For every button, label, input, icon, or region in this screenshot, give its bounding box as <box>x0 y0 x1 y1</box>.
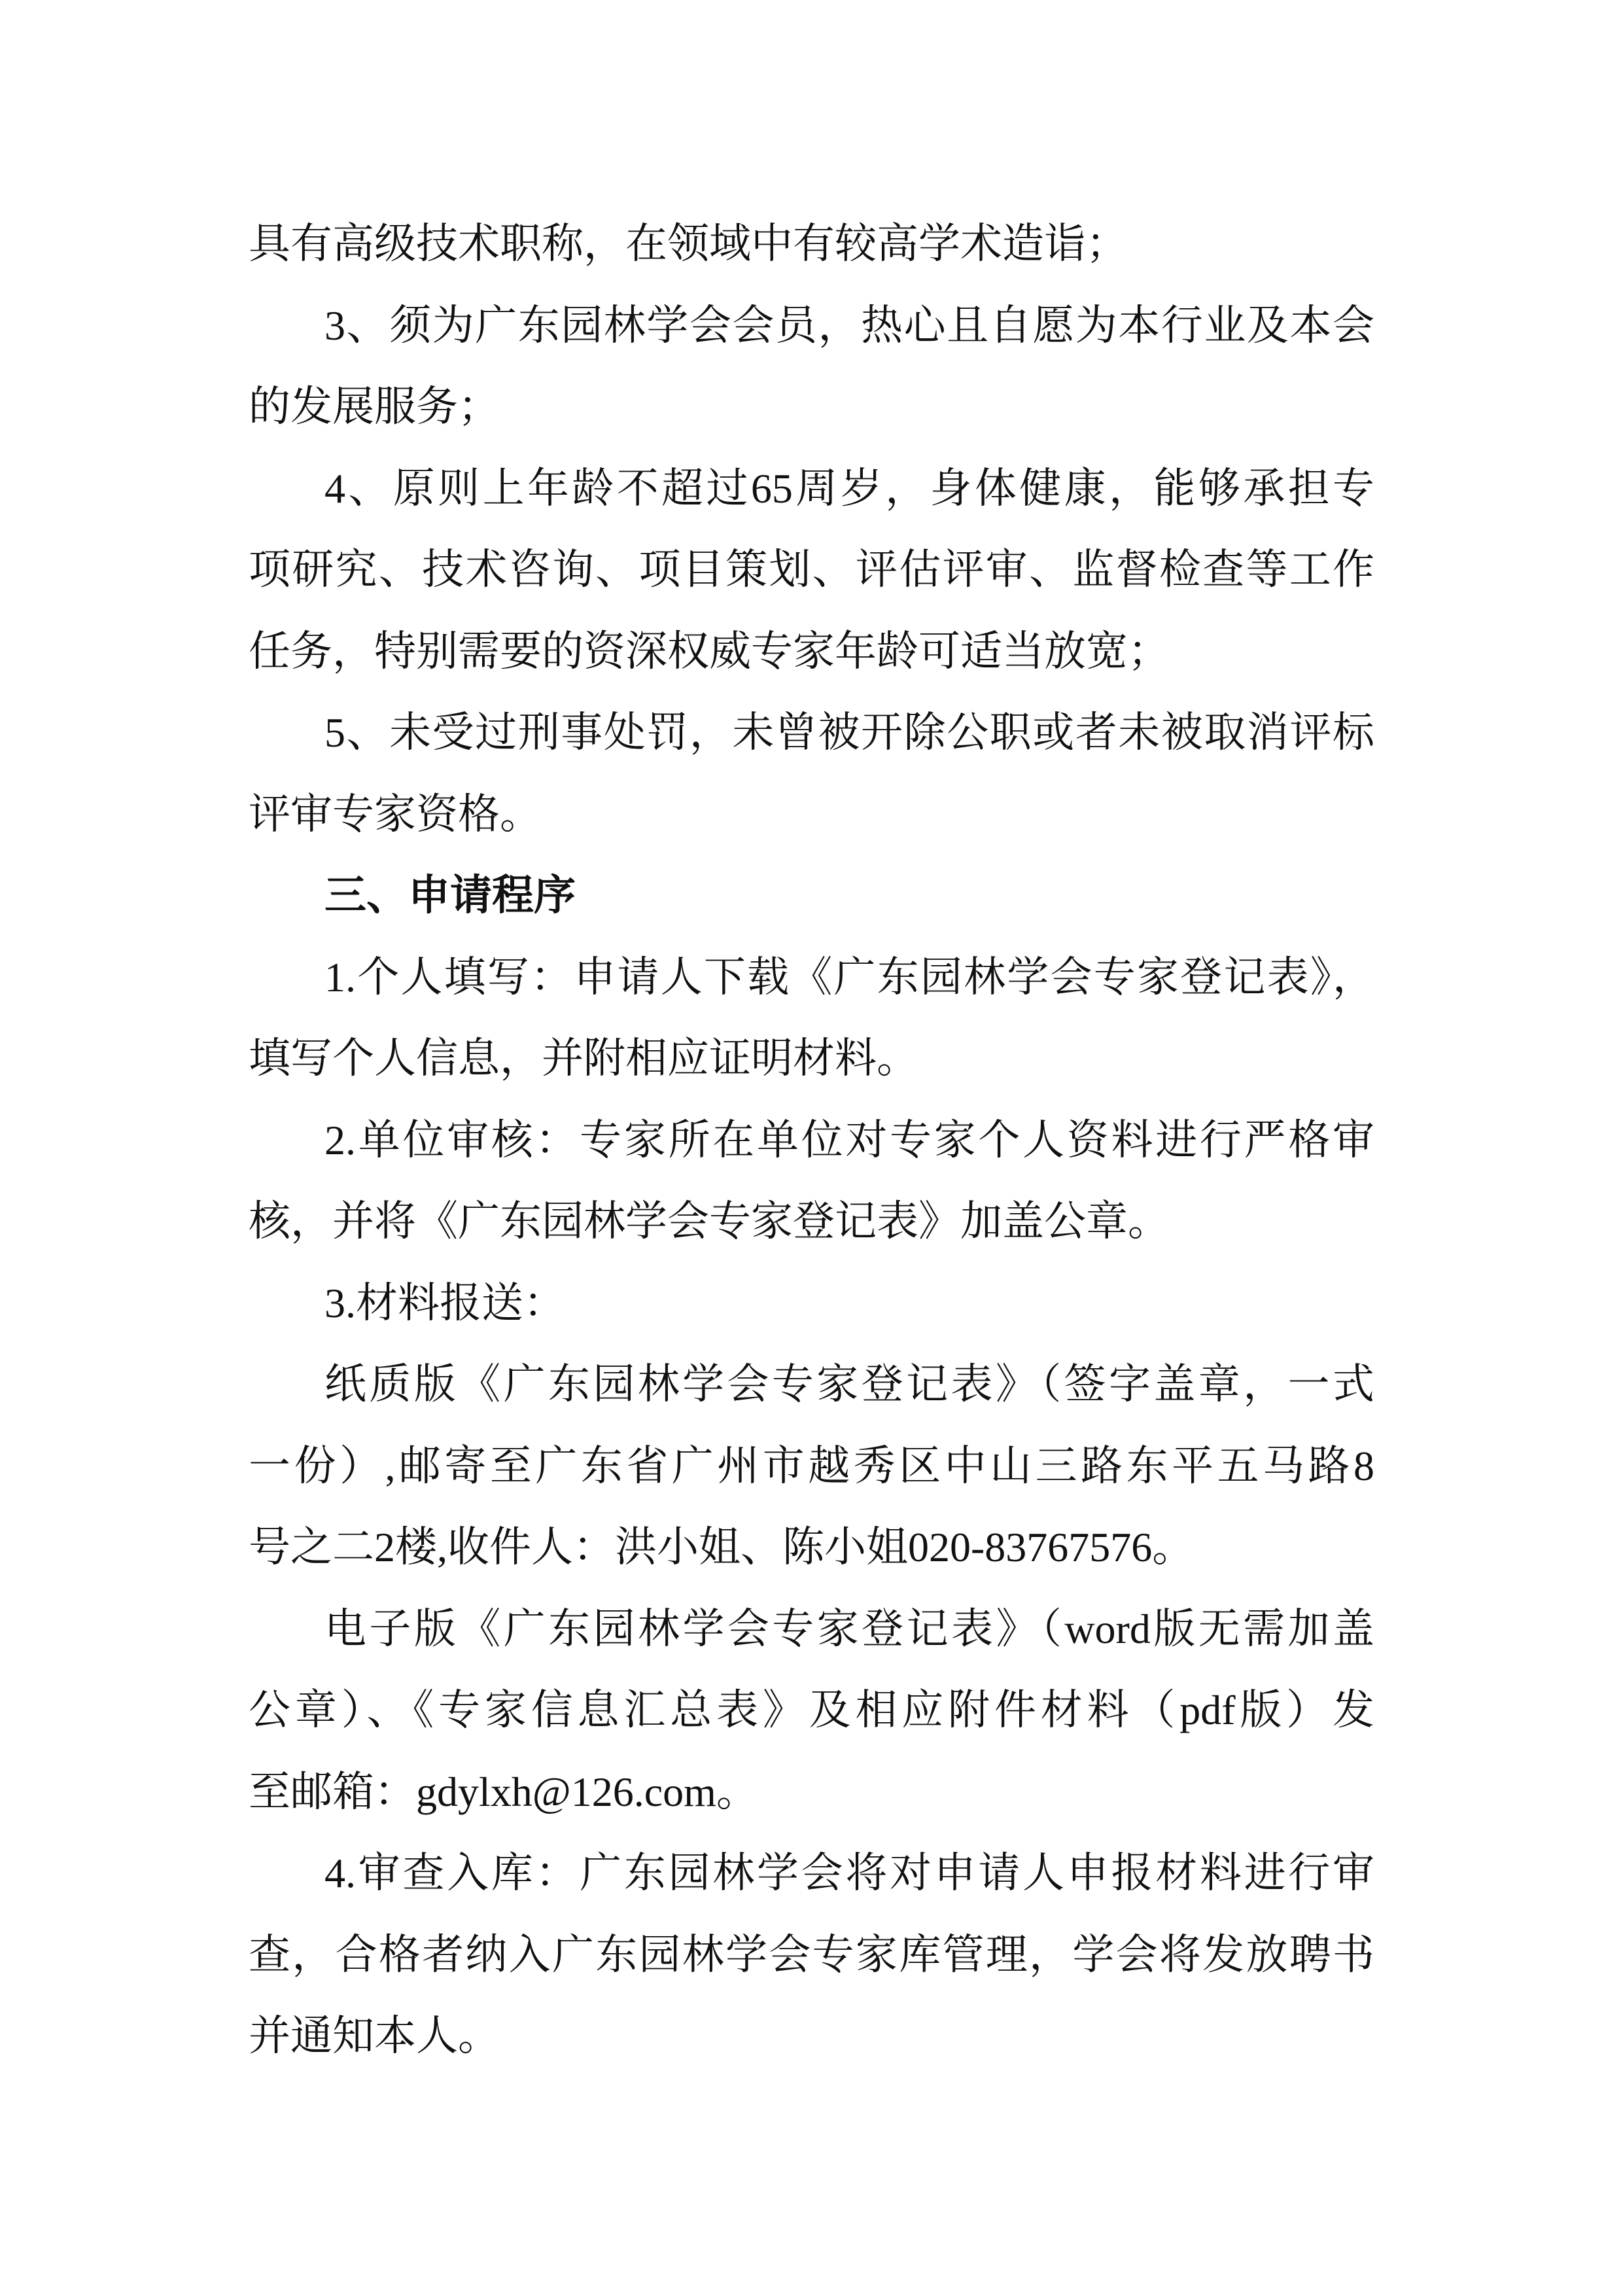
text-line: 4、原则上年龄不超过65周岁，身体健康，能够承担专 <box>324 465 1374 512</box>
text-line: 1.个人填写：申请人下载《广东园林学会专家登记表》， <box>324 953 1374 1000</box>
paragraph-step-4 <box>249 1833 1374 2077</box>
text-line: 3.材料报送： <box>324 1279 565 1326</box>
text-line: 查，合格者纳入广东园林学会专家库管理，学会将发放聘书 <box>249 1931 1374 1978</box>
paragraph-criterion-4 <box>249 448 1374 693</box>
section-heading: 三、申请程序 <box>324 872 576 919</box>
paragraph-criterion-2-continued <box>249 203 1374 285</box>
text-line: 一份）,邮寄至广东省广州市越秀区中山三路东平五马路8 <box>249 1442 1374 1489</box>
paragraph-step-3-electronic <box>249 1589 1374 1833</box>
paragraph-criterion-3 <box>249 285 1374 448</box>
text-line: 电子版《广东园林学会专家登记表》（word版无需加盖 <box>324 1605 1374 1652</box>
paragraph-step-3-title <box>249 1263 1374 1345</box>
text-line: 并通知本人。 <box>249 2013 500 2059</box>
paragraph-step-1 <box>249 937 1374 1100</box>
text-line: 3、须为广东园林学会会员，热心且自愿为本行业及本会 <box>324 302 1374 349</box>
text-line: 具有高级技术职称，在领域中有较高学术造诣； <box>249 221 1128 267</box>
text-line: 4.审查入库：广东园林学会将对申请人申报材料进行审 <box>324 1850 1374 1896</box>
text-line: 号之二2楼,收件人：洪小姐、陈小姐020-83767576。 <box>249 1524 1195 1570</box>
text-line: 纸质版《广东园林学会专家登记表》（签字盖章，一式 <box>324 1361 1374 1407</box>
text-line: 2.单位审核：专家所在单位对专家个人资料进行严格审 <box>324 1116 1374 1163</box>
text-line: 5、未受过刑事处罚，未曾被开除公职或者未被取消评标 <box>324 709 1374 756</box>
text-line: 核，并将《广东园林学会专家登记表》加盖公章。 <box>249 1198 1170 1245</box>
text-line: 填写个人信息，并附相应证明材料。 <box>249 1035 918 1082</box>
text-line: 的发展服务； <box>249 383 500 430</box>
text-line: 项研究、技术咨询、项目策划、评估评审、监督检查等工作 <box>249 546 1374 593</box>
text-line: 公章）、《专家信息汇总表》及相应附件材料（pdf版）发 <box>249 1687 1374 1733</box>
text-line: 评审专家资格。 <box>249 790 542 838</box>
paragraph-criterion-5 <box>249 692 1374 855</box>
document-body <box>249 203 1374 2077</box>
text-line: 任务，特别需要的资深权威专家年龄可适当放宽； <box>249 627 1170 675</box>
paragraph-step-3-paper <box>249 1344 1374 1589</box>
paragraph-step-2 <box>249 1100 1374 1263</box>
text-line: 至邮箱：gdylxh@126.com。 <box>249 1768 758 1815</box>
